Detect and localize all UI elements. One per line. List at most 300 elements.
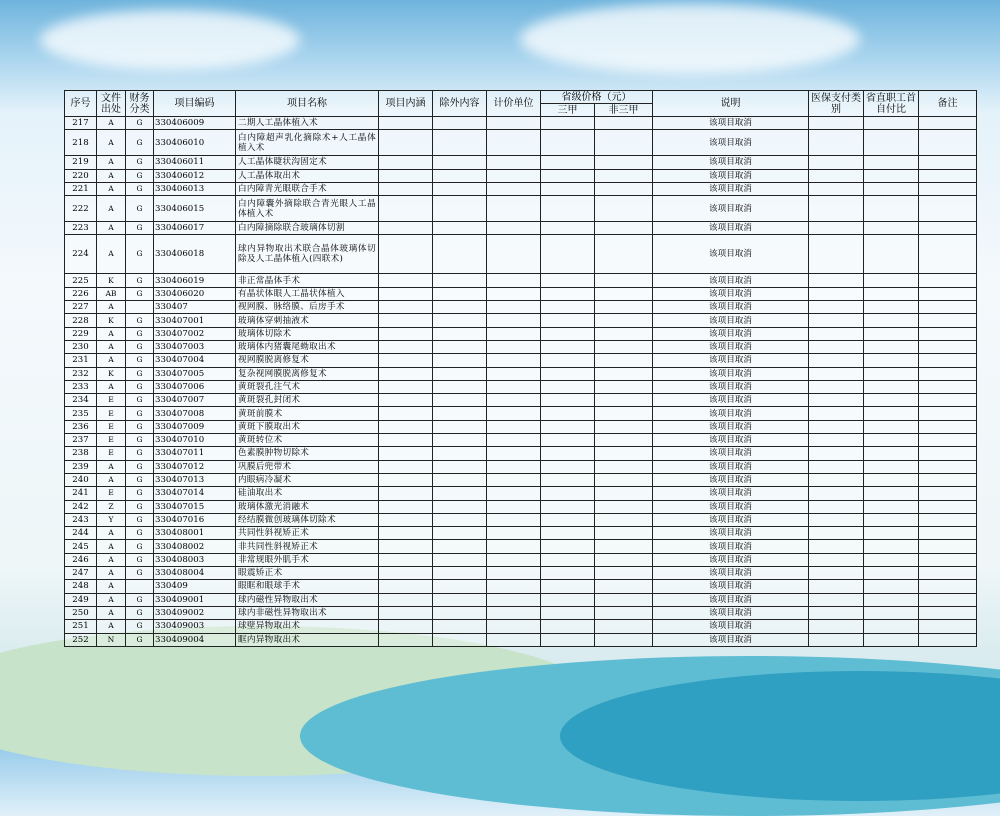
row-file: E <box>97 420 126 433</box>
row-code: 330408001 <box>154 527 236 540</box>
row-name: 玻璃体激光消融术 <box>236 500 379 513</box>
row-file: A <box>97 196 126 222</box>
row-insurance <box>809 606 864 619</box>
row-non-tier3 <box>595 487 653 500</box>
row-note: 该项目取消 <box>653 340 809 353</box>
row-code: 330407014 <box>154 487 236 500</box>
row-seq: 222 <box>65 196 97 222</box>
background-cloud <box>520 4 860 74</box>
row-remark <box>919 460 977 473</box>
table-row <box>65 274 977 287</box>
row-name: 白内障青光眼联合手术 <box>236 182 379 195</box>
row-insurance <box>809 327 864 340</box>
row-content <box>379 196 433 222</box>
row-insurance <box>809 196 864 222</box>
row-non-tier3 <box>595 340 653 353</box>
row-finance: G <box>126 513 154 526</box>
row-code: 330406018 <box>154 235 236 274</box>
row-insurance <box>809 182 864 195</box>
row-unit <box>487 500 541 513</box>
table-row <box>65 354 977 367</box>
row-file: A <box>97 169 126 182</box>
row-code: 330409001 <box>154 593 236 606</box>
row-exclude <box>433 487 487 500</box>
row-name: 白内障超声乳化摘除术+人工晶体植入术 <box>236 130 379 156</box>
row-insurance <box>809 513 864 526</box>
row-content <box>379 156 433 169</box>
row-seq: 226 <box>65 287 97 300</box>
row-code: 330409003 <box>154 620 236 633</box>
row-exclude <box>433 117 487 130</box>
row-seq: 238 <box>65 447 97 460</box>
row-non-tier3 <box>595 394 653 407</box>
row-unit <box>487 434 541 447</box>
row-file: K <box>97 367 126 380</box>
row-non-tier3 <box>595 182 653 195</box>
row-content <box>379 274 433 287</box>
row-staff-ratio <box>864 235 919 274</box>
row-note: 该项目取消 <box>653 580 809 593</box>
row-tier3 <box>541 620 595 633</box>
row-seq: 250 <box>65 606 97 619</box>
row-non-tier3 <box>595 580 653 593</box>
row-finance <box>126 301 154 314</box>
row-insurance <box>809 156 864 169</box>
row-note: 该项目取消 <box>653 287 809 300</box>
row-remark <box>919 633 977 646</box>
row-remark <box>919 606 977 619</box>
row-note: 该项目取消 <box>653 182 809 195</box>
row-name: 人工晶体取出术 <box>236 169 379 182</box>
table-row <box>65 182 977 195</box>
row-tier3 <box>541 487 595 500</box>
row-file: A <box>97 340 126 353</box>
row-tier3 <box>541 593 595 606</box>
row-finance: G <box>126 287 154 300</box>
row-exclude <box>433 527 487 540</box>
row-staff-ratio <box>864 182 919 195</box>
row-remark <box>919 274 977 287</box>
row-seq: 224 <box>65 235 97 274</box>
row-file: AB <box>97 287 126 300</box>
row-content <box>379 117 433 130</box>
row-code: 330407011 <box>154 447 236 460</box>
row-unit <box>487 169 541 182</box>
row-code: 330407016 <box>154 513 236 526</box>
row-seq: 225 <box>65 274 97 287</box>
row-code: 330407009 <box>154 420 236 433</box>
row-file: A <box>97 527 126 540</box>
row-seq: 241 <box>65 487 97 500</box>
row-finance: G <box>126 567 154 580</box>
row-code: 330407005 <box>154 367 236 380</box>
row-file: A <box>97 473 126 486</box>
row-file: A <box>97 460 126 473</box>
row-seq: 252 <box>65 633 97 646</box>
row-exclude <box>433 394 487 407</box>
row-code: 330407004 <box>154 354 236 367</box>
row-content <box>379 567 433 580</box>
header-insurance: 医保支付类别 <box>809 91 864 117</box>
table-row <box>65 527 977 540</box>
row-note: 该项目取消 <box>653 354 809 367</box>
row-code: 330406010 <box>154 130 236 156</box>
row-staff-ratio <box>864 394 919 407</box>
row-content <box>379 301 433 314</box>
row-unit <box>487 593 541 606</box>
row-unit <box>487 301 541 314</box>
row-finance: G <box>126 354 154 367</box>
row-exclude <box>433 633 487 646</box>
row-note: 该项目取消 <box>653 473 809 486</box>
row-insurance <box>809 420 864 433</box>
table-row <box>65 327 977 340</box>
table-row <box>65 235 977 274</box>
row-remark <box>919 593 977 606</box>
row-file: K <box>97 314 126 327</box>
row-file: A <box>97 117 126 130</box>
row-staff-ratio <box>864 407 919 420</box>
row-staff-ratio <box>864 340 919 353</box>
row-staff-ratio <box>864 130 919 156</box>
row-remark <box>919 487 977 500</box>
row-seq: 230 <box>65 340 97 353</box>
row-insurance <box>809 447 864 460</box>
row-non-tier3 <box>595 367 653 380</box>
row-finance: G <box>126 473 154 486</box>
row-tier3 <box>541 420 595 433</box>
row-content <box>379 487 433 500</box>
row-exclude <box>433 380 487 393</box>
row-staff-ratio <box>864 434 919 447</box>
table-row <box>65 500 977 513</box>
row-tier3 <box>541 340 595 353</box>
row-staff-ratio <box>864 633 919 646</box>
row-unit <box>487 340 541 353</box>
header-seq: 序号 <box>65 91 97 117</box>
row-exclude <box>433 606 487 619</box>
row-file: A <box>97 580 126 593</box>
row-finance: G <box>126 460 154 473</box>
row-finance: G <box>126 222 154 235</box>
row-name: 黄斑裂孔注气术 <box>236 380 379 393</box>
row-tier3 <box>541 407 595 420</box>
row-insurance <box>809 169 864 182</box>
row-non-tier3 <box>595 196 653 222</box>
row-remark <box>919 407 977 420</box>
table-row <box>65 301 977 314</box>
row-insurance <box>809 394 864 407</box>
row-code: 330409004 <box>154 633 236 646</box>
row-finance: G <box>126 235 154 274</box>
row-staff-ratio <box>864 473 919 486</box>
table-row <box>65 567 977 580</box>
row-seq: 233 <box>65 380 97 393</box>
row-unit <box>487 222 541 235</box>
row-content <box>379 130 433 156</box>
row-name: 球内磁性异物取出术 <box>236 593 379 606</box>
row-name: 人工晶体睫状沟固定术 <box>236 156 379 169</box>
row-tier3 <box>541 606 595 619</box>
row-unit <box>487 620 541 633</box>
row-content <box>379 447 433 460</box>
row-tier3 <box>541 196 595 222</box>
row-note: 该项目取消 <box>653 434 809 447</box>
price-table-sheet <box>64 90 958 647</box>
row-finance: G <box>126 434 154 447</box>
row-remark <box>919 553 977 566</box>
row-exclude <box>433 593 487 606</box>
table-row <box>65 487 977 500</box>
row-file: A <box>97 182 126 195</box>
table-row <box>65 117 977 130</box>
row-staff-ratio <box>864 567 919 580</box>
row-staff-ratio <box>864 487 919 500</box>
row-exclude <box>433 354 487 367</box>
row-note: 该项目取消 <box>653 593 809 606</box>
row-code: 330408004 <box>154 567 236 580</box>
row-tier3 <box>541 394 595 407</box>
row-code: 330407 <box>154 301 236 314</box>
row-finance: G <box>126 196 154 222</box>
row-content <box>379 606 433 619</box>
row-content <box>379 340 433 353</box>
row-file: E <box>97 434 126 447</box>
row-seq: 240 <box>65 473 97 486</box>
row-name: 黄斑前膜术 <box>236 407 379 420</box>
row-unit <box>487 407 541 420</box>
row-exclude <box>433 156 487 169</box>
row-content <box>379 222 433 235</box>
row-non-tier3 <box>595 301 653 314</box>
row-non-tier3 <box>595 540 653 553</box>
row-staff-ratio <box>864 314 919 327</box>
row-staff-ratio <box>864 527 919 540</box>
row-content <box>379 394 433 407</box>
row-content <box>379 633 433 646</box>
row-code: 330406013 <box>154 182 236 195</box>
row-tier3 <box>541 567 595 580</box>
row-exclude <box>433 340 487 353</box>
row-unit <box>487 354 541 367</box>
row-insurance <box>809 460 864 473</box>
row-content <box>379 473 433 486</box>
row-remark <box>919 380 977 393</box>
row-name: 眼眶和眼球手术 <box>236 580 379 593</box>
row-name: 色素膜肿物切除术 <box>236 447 379 460</box>
row-exclude <box>433 196 487 222</box>
row-insurance <box>809 593 864 606</box>
row-name: 球内非磁性异物取出术 <box>236 606 379 619</box>
row-insurance <box>809 367 864 380</box>
row-file: A <box>97 327 126 340</box>
row-non-tier3 <box>595 274 653 287</box>
row-content <box>379 580 433 593</box>
row-file: A <box>97 222 126 235</box>
row-code: 330407008 <box>154 407 236 420</box>
row-note: 该项目取消 <box>653 513 809 526</box>
row-content <box>379 327 433 340</box>
row-staff-ratio <box>864 540 919 553</box>
row-note: 该项目取消 <box>653 487 809 500</box>
row-tier3 <box>541 367 595 380</box>
row-note: 该项目取消 <box>653 156 809 169</box>
row-unit <box>487 540 541 553</box>
row-name: 球壁异物取出术 <box>236 620 379 633</box>
row-seq: 237 <box>65 434 97 447</box>
row-name: 球内异物取出术联合晶体玻璃体切除及人工晶体植入(四联术) <box>236 235 379 274</box>
row-staff-ratio <box>864 593 919 606</box>
row-content <box>379 380 433 393</box>
row-note: 该项目取消 <box>653 407 809 420</box>
row-staff-ratio <box>864 380 919 393</box>
row-file: A <box>97 567 126 580</box>
row-staff-ratio <box>864 367 919 380</box>
row-name: 内眼病冷凝术 <box>236 473 379 486</box>
row-non-tier3 <box>595 447 653 460</box>
row-staff-ratio <box>864 274 919 287</box>
row-tier3 <box>541 460 595 473</box>
row-seq: 219 <box>65 156 97 169</box>
row-remark <box>919 620 977 633</box>
row-unit <box>487 553 541 566</box>
row-remark <box>919 513 977 526</box>
table-body <box>65 117 977 647</box>
row-unit <box>487 196 541 222</box>
row-exclude <box>433 620 487 633</box>
row-non-tier3 <box>595 380 653 393</box>
row-note: 该项目取消 <box>653 196 809 222</box>
row-finance: G <box>126 633 154 646</box>
row-unit <box>487 274 541 287</box>
row-code: 330406009 <box>154 117 236 130</box>
row-note: 该项目取消 <box>653 553 809 566</box>
table-row <box>65 606 977 619</box>
row-file: E <box>97 447 126 460</box>
row-insurance <box>809 287 864 300</box>
row-file: A <box>97 354 126 367</box>
row-non-tier3 <box>595 235 653 274</box>
row-insurance <box>809 487 864 500</box>
row-tier3 <box>541 274 595 287</box>
row-finance: G <box>126 620 154 633</box>
header-non-tier3: 非三甲 <box>595 104 653 117</box>
row-content <box>379 460 433 473</box>
table-row <box>65 593 977 606</box>
row-name: 经结膜微创玻璃体切除术 <box>236 513 379 526</box>
table-row <box>65 340 977 353</box>
row-code: 330408003 <box>154 553 236 566</box>
row-insurance <box>809 500 864 513</box>
row-staff-ratio <box>864 606 919 619</box>
row-tier3 <box>541 434 595 447</box>
row-code: 330407006 <box>154 380 236 393</box>
row-tier3 <box>541 327 595 340</box>
row-non-tier3 <box>595 130 653 156</box>
header-remark: 备注 <box>919 91 977 117</box>
row-staff-ratio <box>864 196 919 222</box>
row-insurance <box>809 380 864 393</box>
row-non-tier3 <box>595 327 653 340</box>
header-tier3: 三甲 <box>541 104 595 117</box>
row-staff-ratio <box>864 553 919 566</box>
row-non-tier3 <box>595 620 653 633</box>
row-seq: 227 <box>65 301 97 314</box>
row-exclude <box>433 434 487 447</box>
row-note: 该项目取消 <box>653 606 809 619</box>
row-note: 该项目取消 <box>653 420 809 433</box>
row-exclude <box>433 130 487 156</box>
row-tier3 <box>541 222 595 235</box>
row-code: 330407013 <box>154 473 236 486</box>
row-exclude <box>433 274 487 287</box>
row-seq: 243 <box>65 513 97 526</box>
table-row <box>65 394 977 407</box>
row-unit <box>487 367 541 380</box>
row-name: 硅油取出术 <box>236 487 379 500</box>
row-code: 330409 <box>154 580 236 593</box>
row-note: 该项目取消 <box>653 380 809 393</box>
row-tier3 <box>541 633 595 646</box>
table-row <box>65 620 977 633</box>
row-code: 330407012 <box>154 460 236 473</box>
background-cloud <box>40 10 300 70</box>
row-non-tier3 <box>595 354 653 367</box>
row-exclude <box>433 460 487 473</box>
row-exclude <box>433 580 487 593</box>
header-staff-ratio: 省直职工首自付比 <box>864 91 919 117</box>
row-finance: G <box>126 407 154 420</box>
row-non-tier3 <box>595 633 653 646</box>
row-tier3 <box>541 156 595 169</box>
table-row <box>65 553 977 566</box>
row-name: 复杂视网膜脱离修复术 <box>236 367 379 380</box>
row-file: E <box>97 487 126 500</box>
row-finance: G <box>126 117 154 130</box>
row-staff-ratio <box>864 169 919 182</box>
header-exclude: 除外内容 <box>433 91 487 117</box>
row-seq: 218 <box>65 130 97 156</box>
row-code: 330407003 <box>154 340 236 353</box>
row-non-tier3 <box>595 287 653 300</box>
row-content <box>379 367 433 380</box>
row-non-tier3 <box>595 593 653 606</box>
row-note: 该项目取消 <box>653 169 809 182</box>
row-non-tier3 <box>595 553 653 566</box>
table-row <box>65 380 977 393</box>
row-code: 330409002 <box>154 606 236 619</box>
row-seq: 247 <box>65 567 97 580</box>
row-unit <box>487 580 541 593</box>
row-finance: G <box>126 340 154 353</box>
row-finance: G <box>126 156 154 169</box>
row-file: A <box>97 620 126 633</box>
row-note: 该项目取消 <box>653 130 809 156</box>
row-unit <box>487 487 541 500</box>
row-insurance <box>809 235 864 274</box>
row-name: 非常规眼外肌手术 <box>236 553 379 566</box>
row-insurance <box>809 633 864 646</box>
price-table <box>64 90 977 647</box>
row-exclude <box>433 553 487 566</box>
table-row <box>65 196 977 222</box>
row-content <box>379 420 433 433</box>
row-note: 该项目取消 <box>653 620 809 633</box>
row-finance: G <box>126 420 154 433</box>
row-remark <box>919 340 977 353</box>
row-finance: G <box>126 487 154 500</box>
row-file: K <box>97 274 126 287</box>
